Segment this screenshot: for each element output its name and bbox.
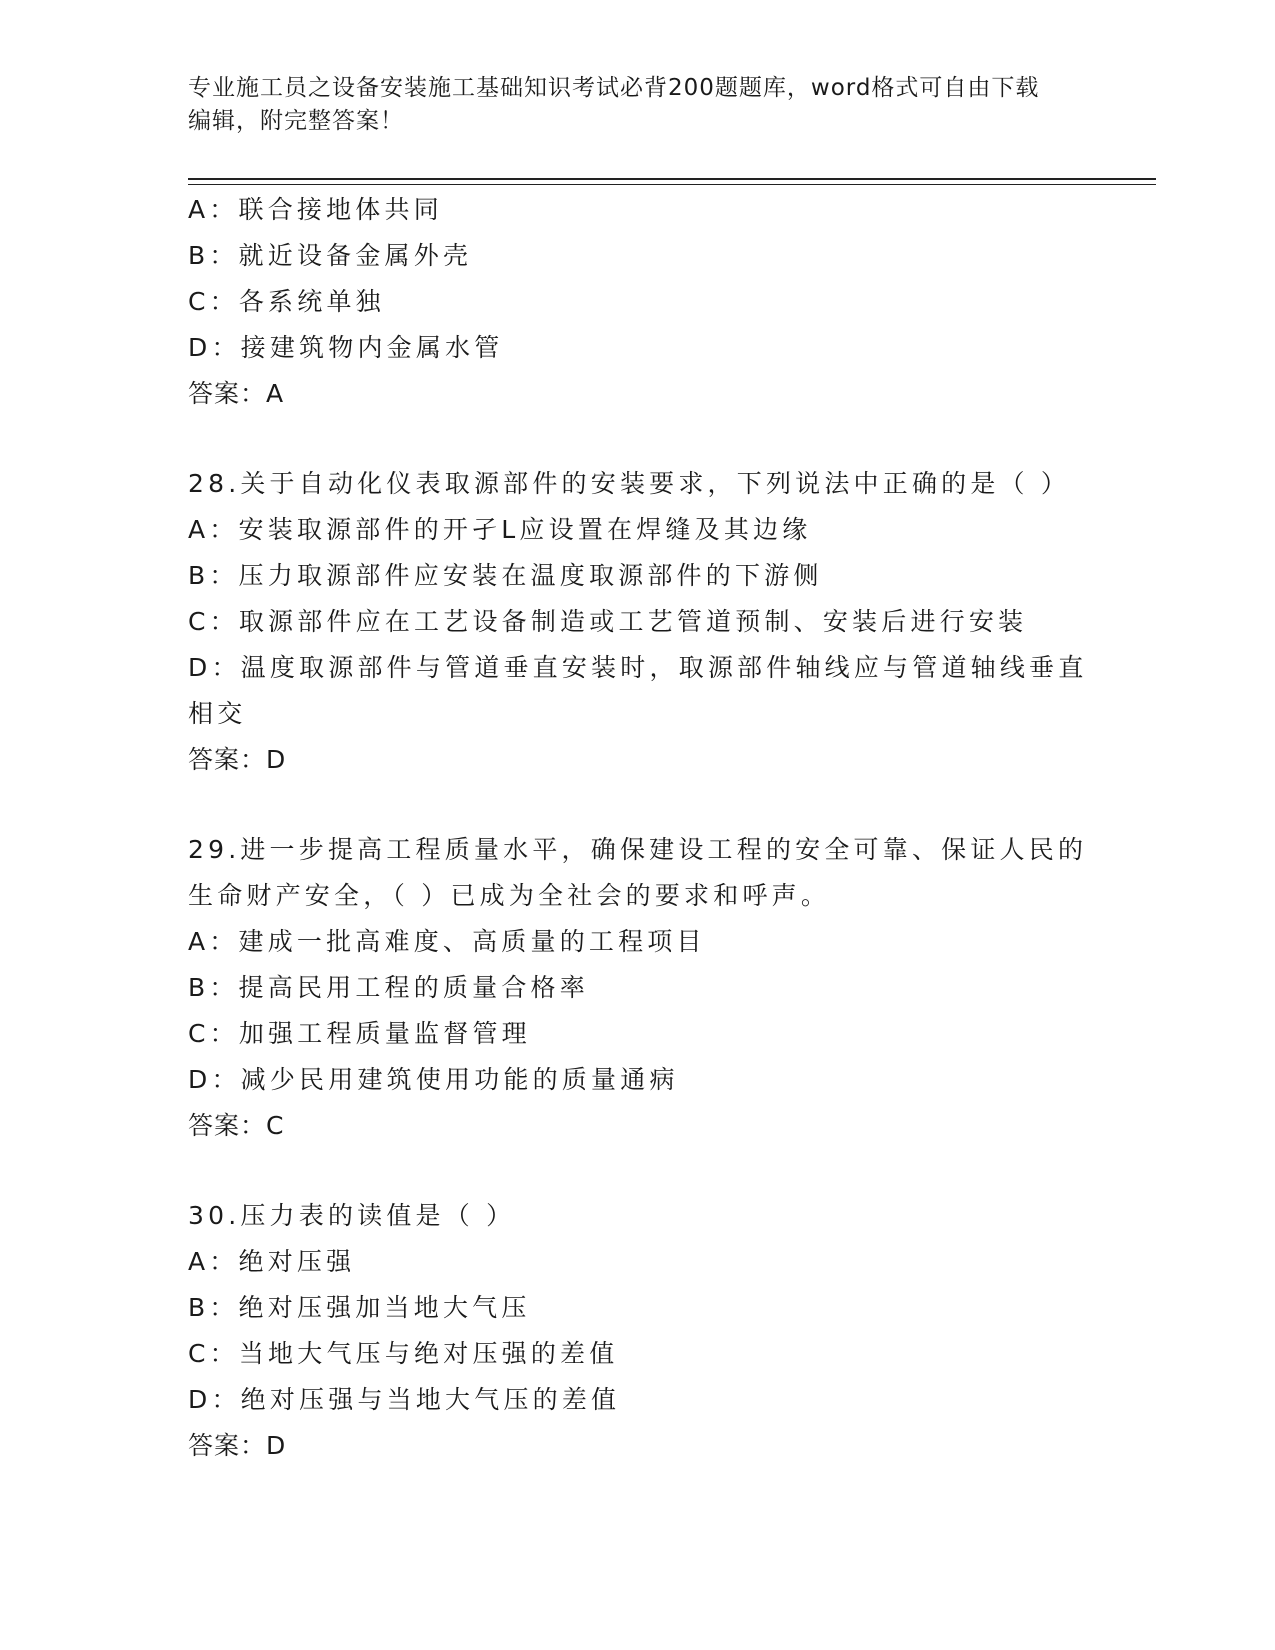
option-c: C：加强工程质量监督管理 <box>188 1019 531 1048</box>
option-a: A：绝对压强 <box>188 1247 356 1276</box>
spacer <box>188 783 1088 827</box>
option-b: B：就近设备金属外壳 <box>188 241 473 270</box>
header-divider-thick <box>188 178 1156 180</box>
option-a: A：安装取源部件的开孑L应设置在焊缝及其边缘 <box>188 515 812 544</box>
question-list <box>188 187 1088 1469</box>
option-d-line-2: 相交 <box>188 699 247 728</box>
question-29 <box>188 827 1088 1149</box>
answer: 答案：D <box>188 745 287 774</box>
option-c: C：取源部件应在工艺设备制造或工艺管道预制、安装后进行安装 <box>188 607 1028 636</box>
question-stem-line-2: 生命财产安全，（ ）已成为全社会的要求和呼声。 <box>188 881 831 910</box>
question-stem: 30.压力表的读值是（ ） <box>188 1201 516 1230</box>
question-27 <box>188 187 1088 417</box>
question-30 <box>188 1193 1088 1469</box>
option-d-line-1: D：温度取源部件与管道垂直安装时，取源部件轴线应与管道轴线垂直 <box>188 653 1088 682</box>
question-stem: 28.关于自动化仪表取源部件的安装要求，下列说法中正确的是（ ） <box>188 469 1071 498</box>
question-stem-line-1: 29.进一步提高工程质量水平，确保建设工程的安全可靠、保证人民的 <box>188 835 1088 864</box>
option-d: D：绝对压强与当地大气压的差值 <box>188 1385 621 1414</box>
document-header <box>188 72 1088 138</box>
answer: 答案：C <box>188 1111 285 1140</box>
question-28 <box>188 461 1088 783</box>
spacer <box>188 417 1088 461</box>
header-title-line-2: 编辑，附完整答案！ <box>188 108 404 134</box>
option-d: D：减少民用建筑使用功能的质量通病 <box>188 1065 679 1094</box>
header-title-line-1: 专业施工员之设备安装施工基础知识考试必背200题题库，word格式可自由下载 <box>188 75 1040 101</box>
answer: 答案：A <box>188 379 285 408</box>
option-b: B：提高民用工程的质量合格率 <box>188 973 589 1002</box>
option-d: D：接建筑物内金属水管 <box>188 333 504 362</box>
option-c: C：各系统单独 <box>188 287 385 316</box>
option-a: A：联合接地体共同 <box>188 195 443 224</box>
option-a: A：建成一批高难度、高质量的工程项目 <box>188 927 706 956</box>
option-b: B：压力取源部件应安装在温度取源部件的下游侧 <box>188 561 823 590</box>
header-divider-thin <box>188 184 1156 185</box>
answer: 答案：D <box>188 1431 287 1460</box>
spacer <box>188 1149 1088 1193</box>
option-c: C：当地大气压与绝对压强的差值 <box>188 1339 619 1368</box>
option-b: B：绝对压强加当地大气压 <box>188 1293 531 1322</box>
